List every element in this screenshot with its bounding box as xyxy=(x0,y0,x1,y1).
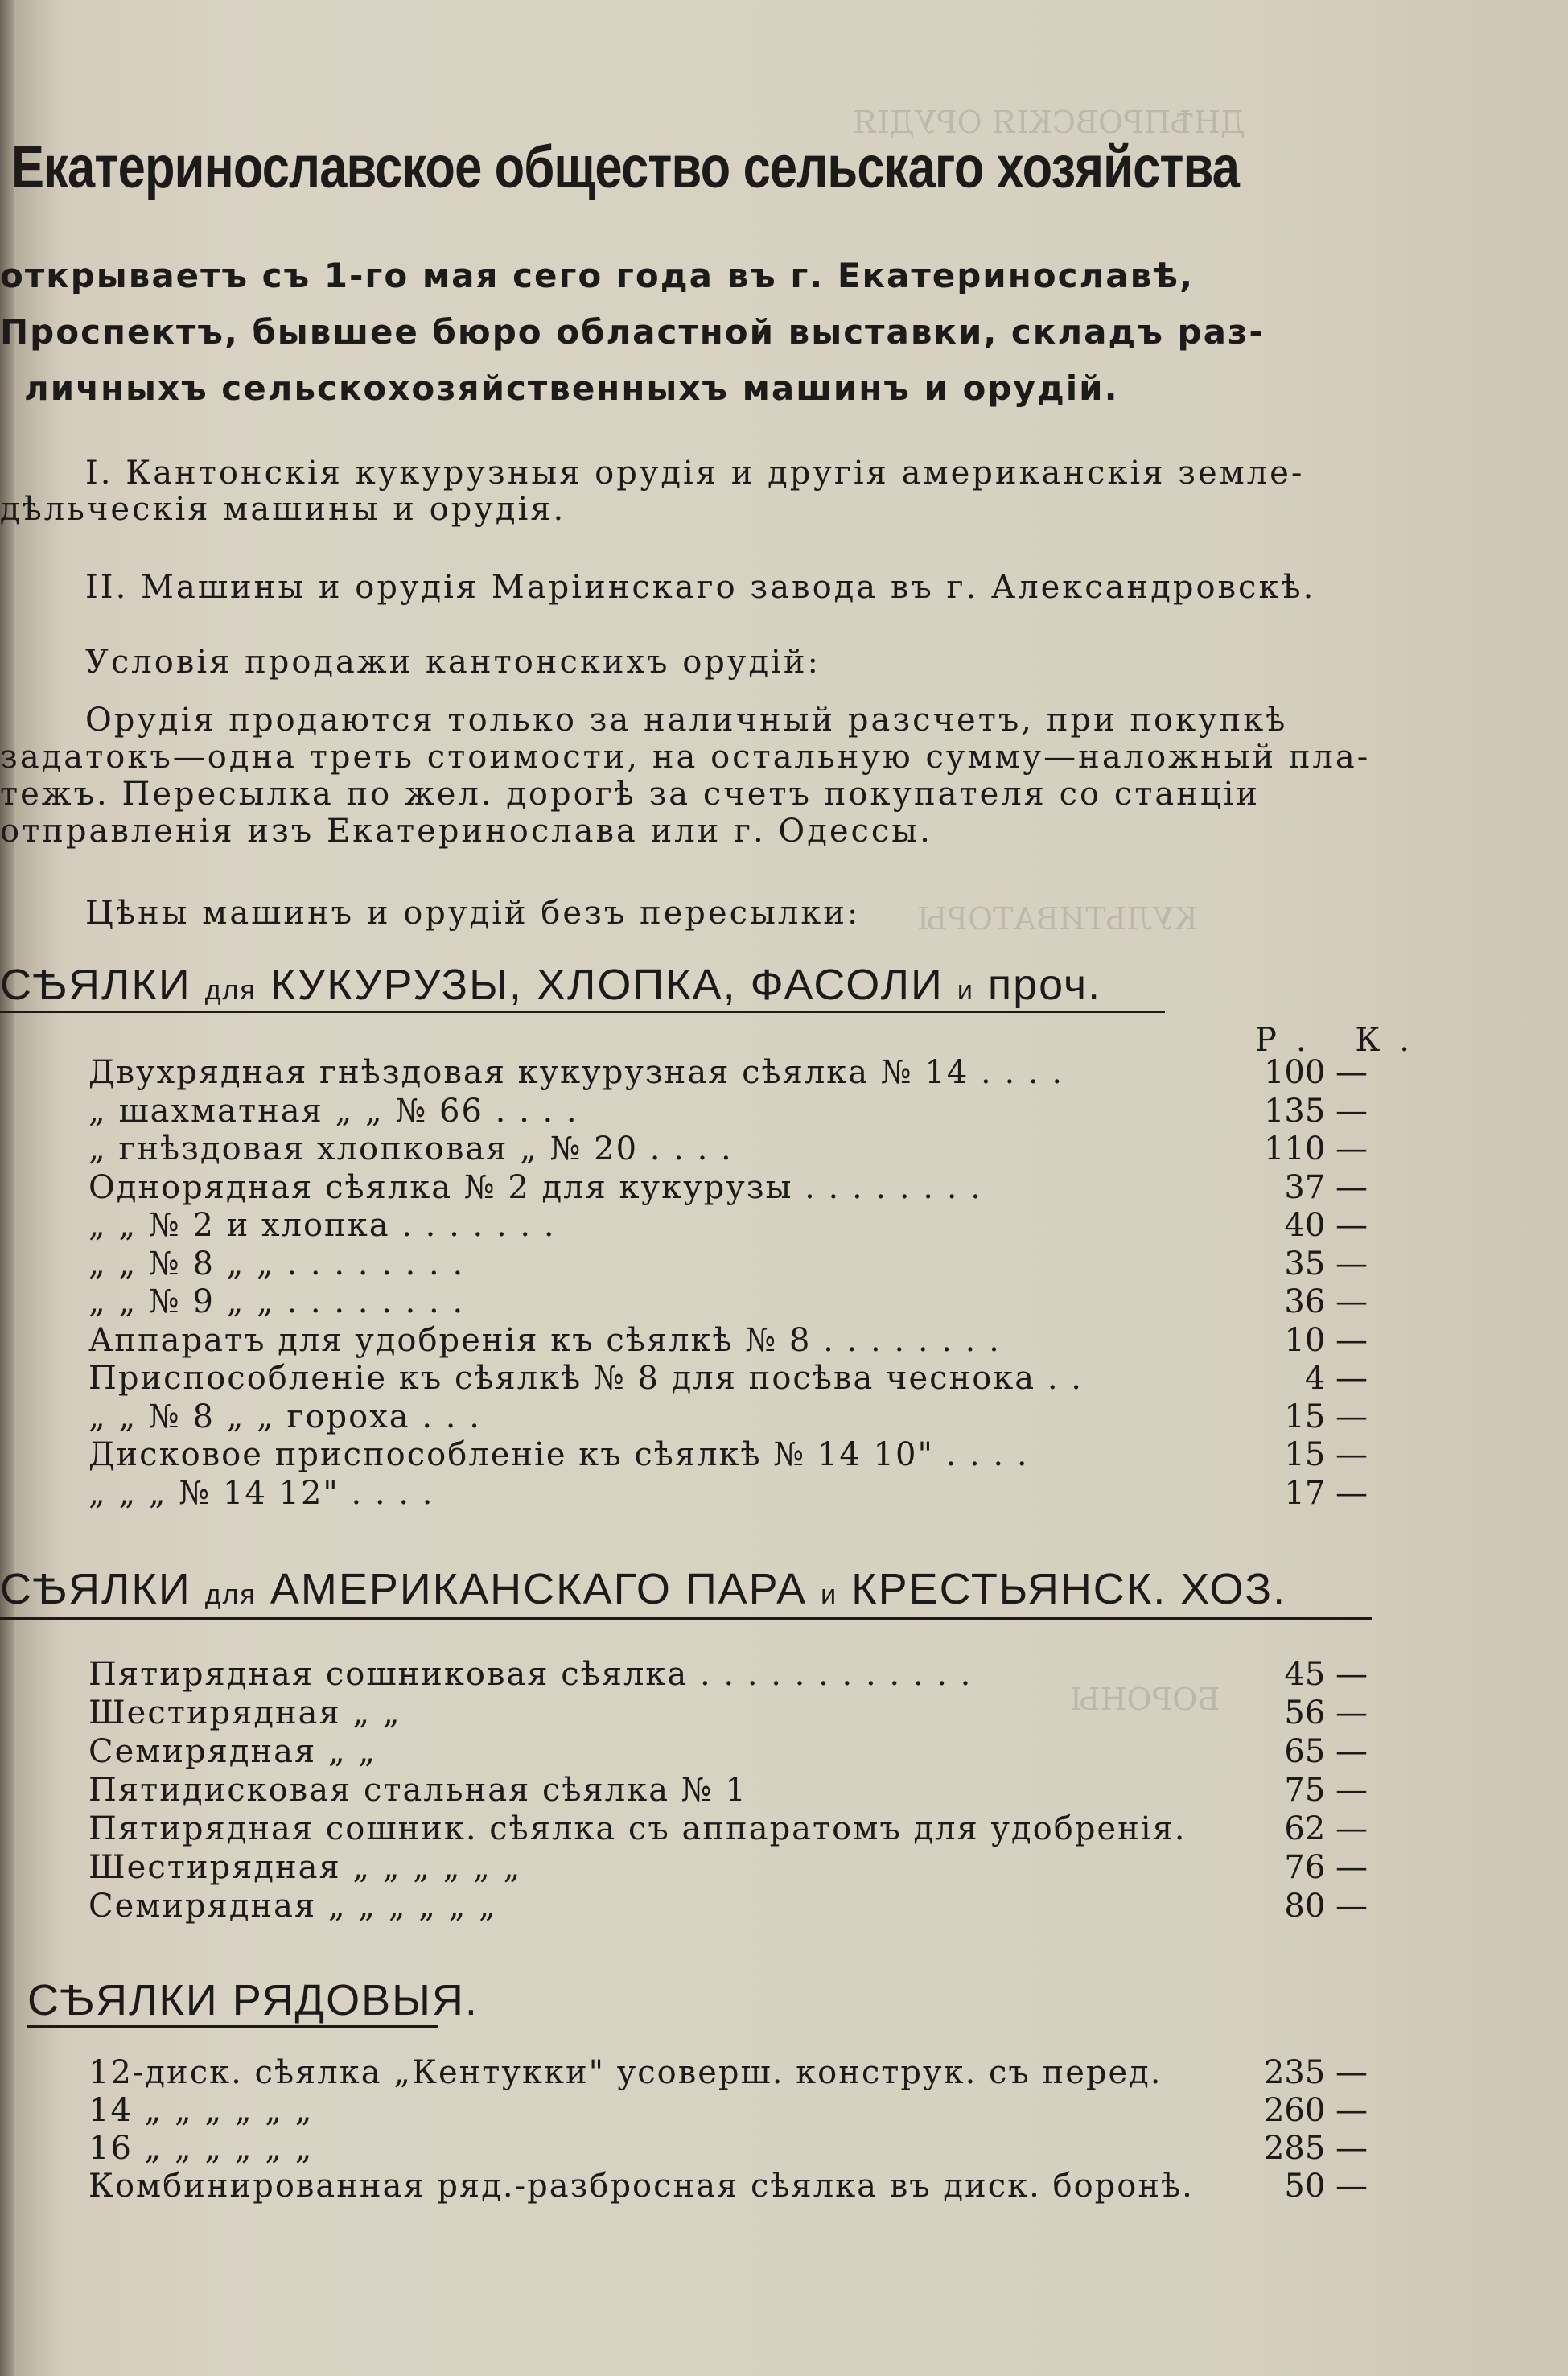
intro-line: Проспектъ, бывшее бюро областной выставки, складъ раз- xyxy=(0,312,1265,352)
section-title-part: для xyxy=(204,1579,257,1610)
section-rule xyxy=(0,1617,1372,1620)
conditions-text: Орудія продаются только за наличный разсчетъ, при покупкѣ xyxy=(85,702,1288,739)
price-row-label: Шестирядная „ „ „ „ „ „ xyxy=(88,1849,522,1886)
price-row-label: Однорядная сѣялка № 2 для кукурузы . . . . . . . . xyxy=(88,1168,982,1206)
price-row-value: 37 — xyxy=(1284,1168,1368,1206)
price-row-value: 235 — xyxy=(1263,2054,1368,2091)
price-row-value: 10 — xyxy=(1284,1321,1368,1359)
price-row-label: „ „ „ № 14 12" . . . . xyxy=(88,1474,434,1512)
price-row-label: Дисковое приспособленіе къ сѣялкѣ № 14 10" . . . . xyxy=(88,1436,1029,1473)
show-through-text: ДНѢПРОВСКІЯ ОРУДІЯ xyxy=(853,105,1245,140)
section-title-row-seeders xyxy=(27,1975,479,2025)
list-item-kanton-cont: дѣльческія машины и орудія. xyxy=(0,491,566,528)
price-row-value: 62 — xyxy=(1284,1810,1368,1847)
price-row-label: 16 „ „ „ „ „ „ xyxy=(88,2130,314,2167)
price-row-value: 15 — xyxy=(1284,1398,1368,1435)
price-row-value: 50 — xyxy=(1284,2168,1368,2205)
price-row-value: 285 — xyxy=(1263,2130,1368,2167)
price-row-label: „ „ № 2 и хлопка . . . . . . . xyxy=(88,1207,556,1244)
list-item-kanton: I. Кантонскія кукурузныя орудія и другія американскія земле- xyxy=(85,455,1305,492)
price-row-value: 40 — xyxy=(1284,1207,1368,1244)
price-row-label: „ гнѣздовая хлопковая „ № 20 . . . . xyxy=(88,1130,733,1167)
price-row-value: 45 — xyxy=(1284,1656,1368,1693)
section-title-american xyxy=(0,1564,1286,1614)
show-through-text: КУЛЬТИВАТОРЫ xyxy=(917,901,1198,937)
conditions-text: тежъ. Пересылка по жел. дорогѣ за счетъ покупателя со станціи xyxy=(0,776,1261,813)
section-title-part: и xyxy=(821,1579,838,1610)
price-row-label: Пятирядная сошниковая сѣялка . . . . . . . . . . . . xyxy=(88,1656,973,1693)
price-row-value: 56 — xyxy=(1284,1694,1368,1732)
section-title-part: АМЕРИКАНСКАГО ПАРА xyxy=(270,1565,808,1613)
price-row-value: 260 — xyxy=(1263,2092,1368,2129)
conditions-text: отправленія изъ Екатеринослава или г. Одессы. xyxy=(0,813,932,850)
section-title-part: и xyxy=(957,975,974,1006)
section-title-part: СѢЯЛКИ РЯДОВЫЯ. xyxy=(27,1976,479,2024)
price-row-value: 135 — xyxy=(1263,1092,1368,1130)
price-row-value: 75 — xyxy=(1284,1772,1368,1809)
price-row-label: 12-диск. сѣялка „Кентукки" усоверш. конструк. съ перед. xyxy=(88,2054,1163,2091)
price-row-value: 36 — xyxy=(1284,1283,1368,1320)
price-row-value: 4 — xyxy=(1304,1360,1368,1397)
intro-line: открываетъ съ 1-го мая сего года въ г. Екатеринославѣ, xyxy=(0,256,1195,295)
price-row-value: 65 — xyxy=(1284,1733,1368,1770)
price-row-label: Семирядная „ „ xyxy=(88,1733,377,1770)
section-rule xyxy=(0,1011,1165,1013)
price-row-label: „ „ № 9 „ „ . . . . . . . . xyxy=(88,1283,465,1320)
price-row-label: Приспособленіе къ сѣялкѣ № 8 для посѣва чеснока . . xyxy=(88,1360,1083,1397)
section-title-corn xyxy=(0,960,1101,1010)
price-row-label: „ „ № 8 „ „ . . . . . . . . xyxy=(88,1245,465,1283)
show-through-text: БОРОНЫ xyxy=(1070,1682,1220,1717)
price-row-value: 35 — xyxy=(1284,1245,1368,1283)
section-title-part: СѢЯЛКИ xyxy=(0,1565,191,1613)
section-title-part: КУКУРУЗЫ, ХЛОПКА, ФАСОЛИ xyxy=(270,961,944,1009)
section-title-part: КРЕСТЬЯНСК. ХОЗ. xyxy=(851,1565,1287,1613)
section-title-part: проч. xyxy=(987,961,1102,1009)
price-row-value: 100 — xyxy=(1263,1054,1368,1091)
price-row-label: Шестирядная „ „ xyxy=(88,1694,401,1732)
price-row-label: „ шахматная „ „ № 66 . . . . xyxy=(88,1092,578,1130)
price-row-value: 110 — xyxy=(1263,1130,1368,1167)
price-row-label: Комбинированная ряд.-разбросная сѣялка въ диск. боронѣ. xyxy=(88,2168,1194,2205)
price-row-label: Пятидисковая стальная сѣялка № 1 xyxy=(88,1772,747,1809)
section-rule xyxy=(27,2025,438,2028)
price-row-value: 76 — xyxy=(1284,1849,1368,1886)
prices-heading: Цѣны машинъ и орудій безъ пересылки: xyxy=(85,895,861,932)
section-title-part: СѢЯЛКИ xyxy=(0,961,191,1009)
price-row-label: Семирядная „ „ „ „ „ „ xyxy=(88,1888,497,1925)
section-title-part: для xyxy=(204,975,257,1006)
price-row-label: Аппаратъ для удобренія къ сѣялкѣ № 8 . . . . . . . . xyxy=(88,1321,1001,1359)
conditions-text: задатокъ—одна треть стоимости, на остальную сумму—наложный пла- xyxy=(0,739,1371,776)
price-row-value: 17 — xyxy=(1284,1474,1368,1512)
conditions-heading: Условія продажи кантонскихъ орудій: xyxy=(85,644,821,681)
price-row-label: Двухрядная гнѣздовая кукурузная сѣялка № 14 . . . . xyxy=(88,1054,1064,1091)
page-title: Екатеринославское общество сельскаго хозяйства xyxy=(11,134,1240,200)
price-column-header: Р. К. xyxy=(1255,1022,1430,1059)
intro-line: личныхъ сельскохозяйственныхъ машинъ и орудій. xyxy=(24,369,1119,408)
price-row-label: „ „ № 8 „ „ гороха . . . xyxy=(88,1398,481,1435)
price-row-value: 15 — xyxy=(1284,1436,1368,1473)
price-row-value: 80 — xyxy=(1284,1888,1368,1925)
price-row-label: 14 „ „ „ „ „ „ xyxy=(88,2092,314,2129)
list-item-mariinsky: II. Машины и орудія Маріинскаго завода въ г. Александровскѣ. xyxy=(85,569,1316,606)
price-row-label: Пятирядная сошник. сѣялка съ аппаратомъ для удобренія. xyxy=(88,1810,1187,1847)
